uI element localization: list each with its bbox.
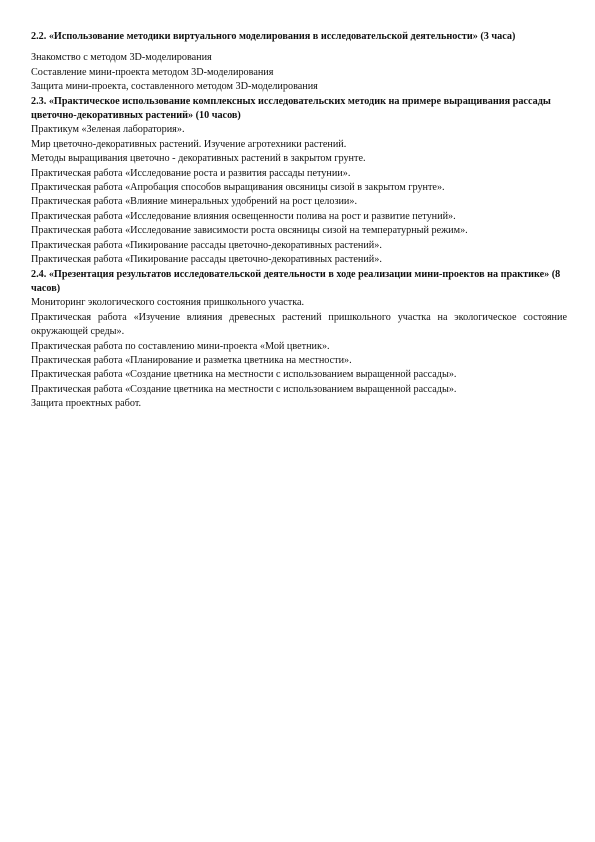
section-2-3-item: Мир цветочно-декоративных растений. Изучение агротехники растений.: [31, 138, 347, 150]
section-2-4-item: Практическая работа «Создание цветника на местности с использованием выращенной рассады».: [31, 383, 457, 395]
section-2-4-item: Практическая работа «Изучение влияния древесных растений пришкольного участка на экологическое состояние окружающей среды».: [31, 311, 567, 338]
document-page: [31, 30, 567, 412]
section-2-3-heading: 2.3. «Практическое использование комплексных исследовательских методик на примере выращивания рассады цветочно-декоративных растений» (10 часов): [31, 95, 551, 122]
section-2-2-item: Знакомство с методом 3D-моделирования: [31, 52, 212, 64]
section-2-4-item: Защита проектных работ.: [31, 398, 142, 410]
section-2-4-item: Практическая работа по составлению мини-проекта «Мой цветник».: [31, 340, 330, 352]
section-2-2-item: Защита мини-проекта, составленного методом 3D-моделирования: [31, 81, 318, 93]
section-2-3-item: Практическая работа «Пикирование рассады цветочно-декоративных растений».: [31, 254, 382, 266]
section-2-4-item: Практическая работа «Создание цветника на местности с использованием выращенной рассады».: [31, 369, 457, 381]
section-2-2-heading: 2.2. «Использование методики виртуального моделирования в исследовательской деятельности» (3 часа): [31, 31, 516, 42]
section-2-4-item: Мониторинг экологического состояния пришкольного участка.: [31, 297, 305, 309]
section-2-4-item: Практическая работа «Планирование и разметка цветника на местности».: [31, 354, 352, 366]
section-2-3-item: Практическая работа «Исследование влияния освещенности полива на рост и развитие петуний».: [31, 210, 456, 222]
section-2-3-item: Практическая работа «Исследование зависимости роста овсяницы сизой на температурный режим».: [31, 225, 468, 237]
section-2-2-item: Составление мини-проекта методом 3D-моделирования: [31, 66, 274, 78]
heading-gap: [31, 44, 567, 51]
section-2-3-item: Практическая работа «Влияние минеральных удобрений на рост целозии».: [31, 196, 358, 208]
section-2-3-item: Методы выращивания цветочно - декоративных растений в закрытом грунте.: [31, 153, 366, 165]
section-2-3-item: Практическая работа «Апробация способов выращивания овсяницы сизой в закрытом грунте».: [31, 182, 445, 194]
section-2-3-item: Практическая работа «Исследование роста и развития рассады петунии».: [31, 167, 351, 179]
section-2-3-item: Практикум «Зеленая лаборатория».: [31, 124, 185, 136]
section-2-4-heading: 2.4. «Презентация результатов исследовательской деятельности в ходе реализации мини-проектов на практике» (8 часов): [31, 268, 561, 294]
section-2-3-item: Практическая работа «Пикирование рассады цветочно-декоративных растений».: [31, 239, 382, 251]
